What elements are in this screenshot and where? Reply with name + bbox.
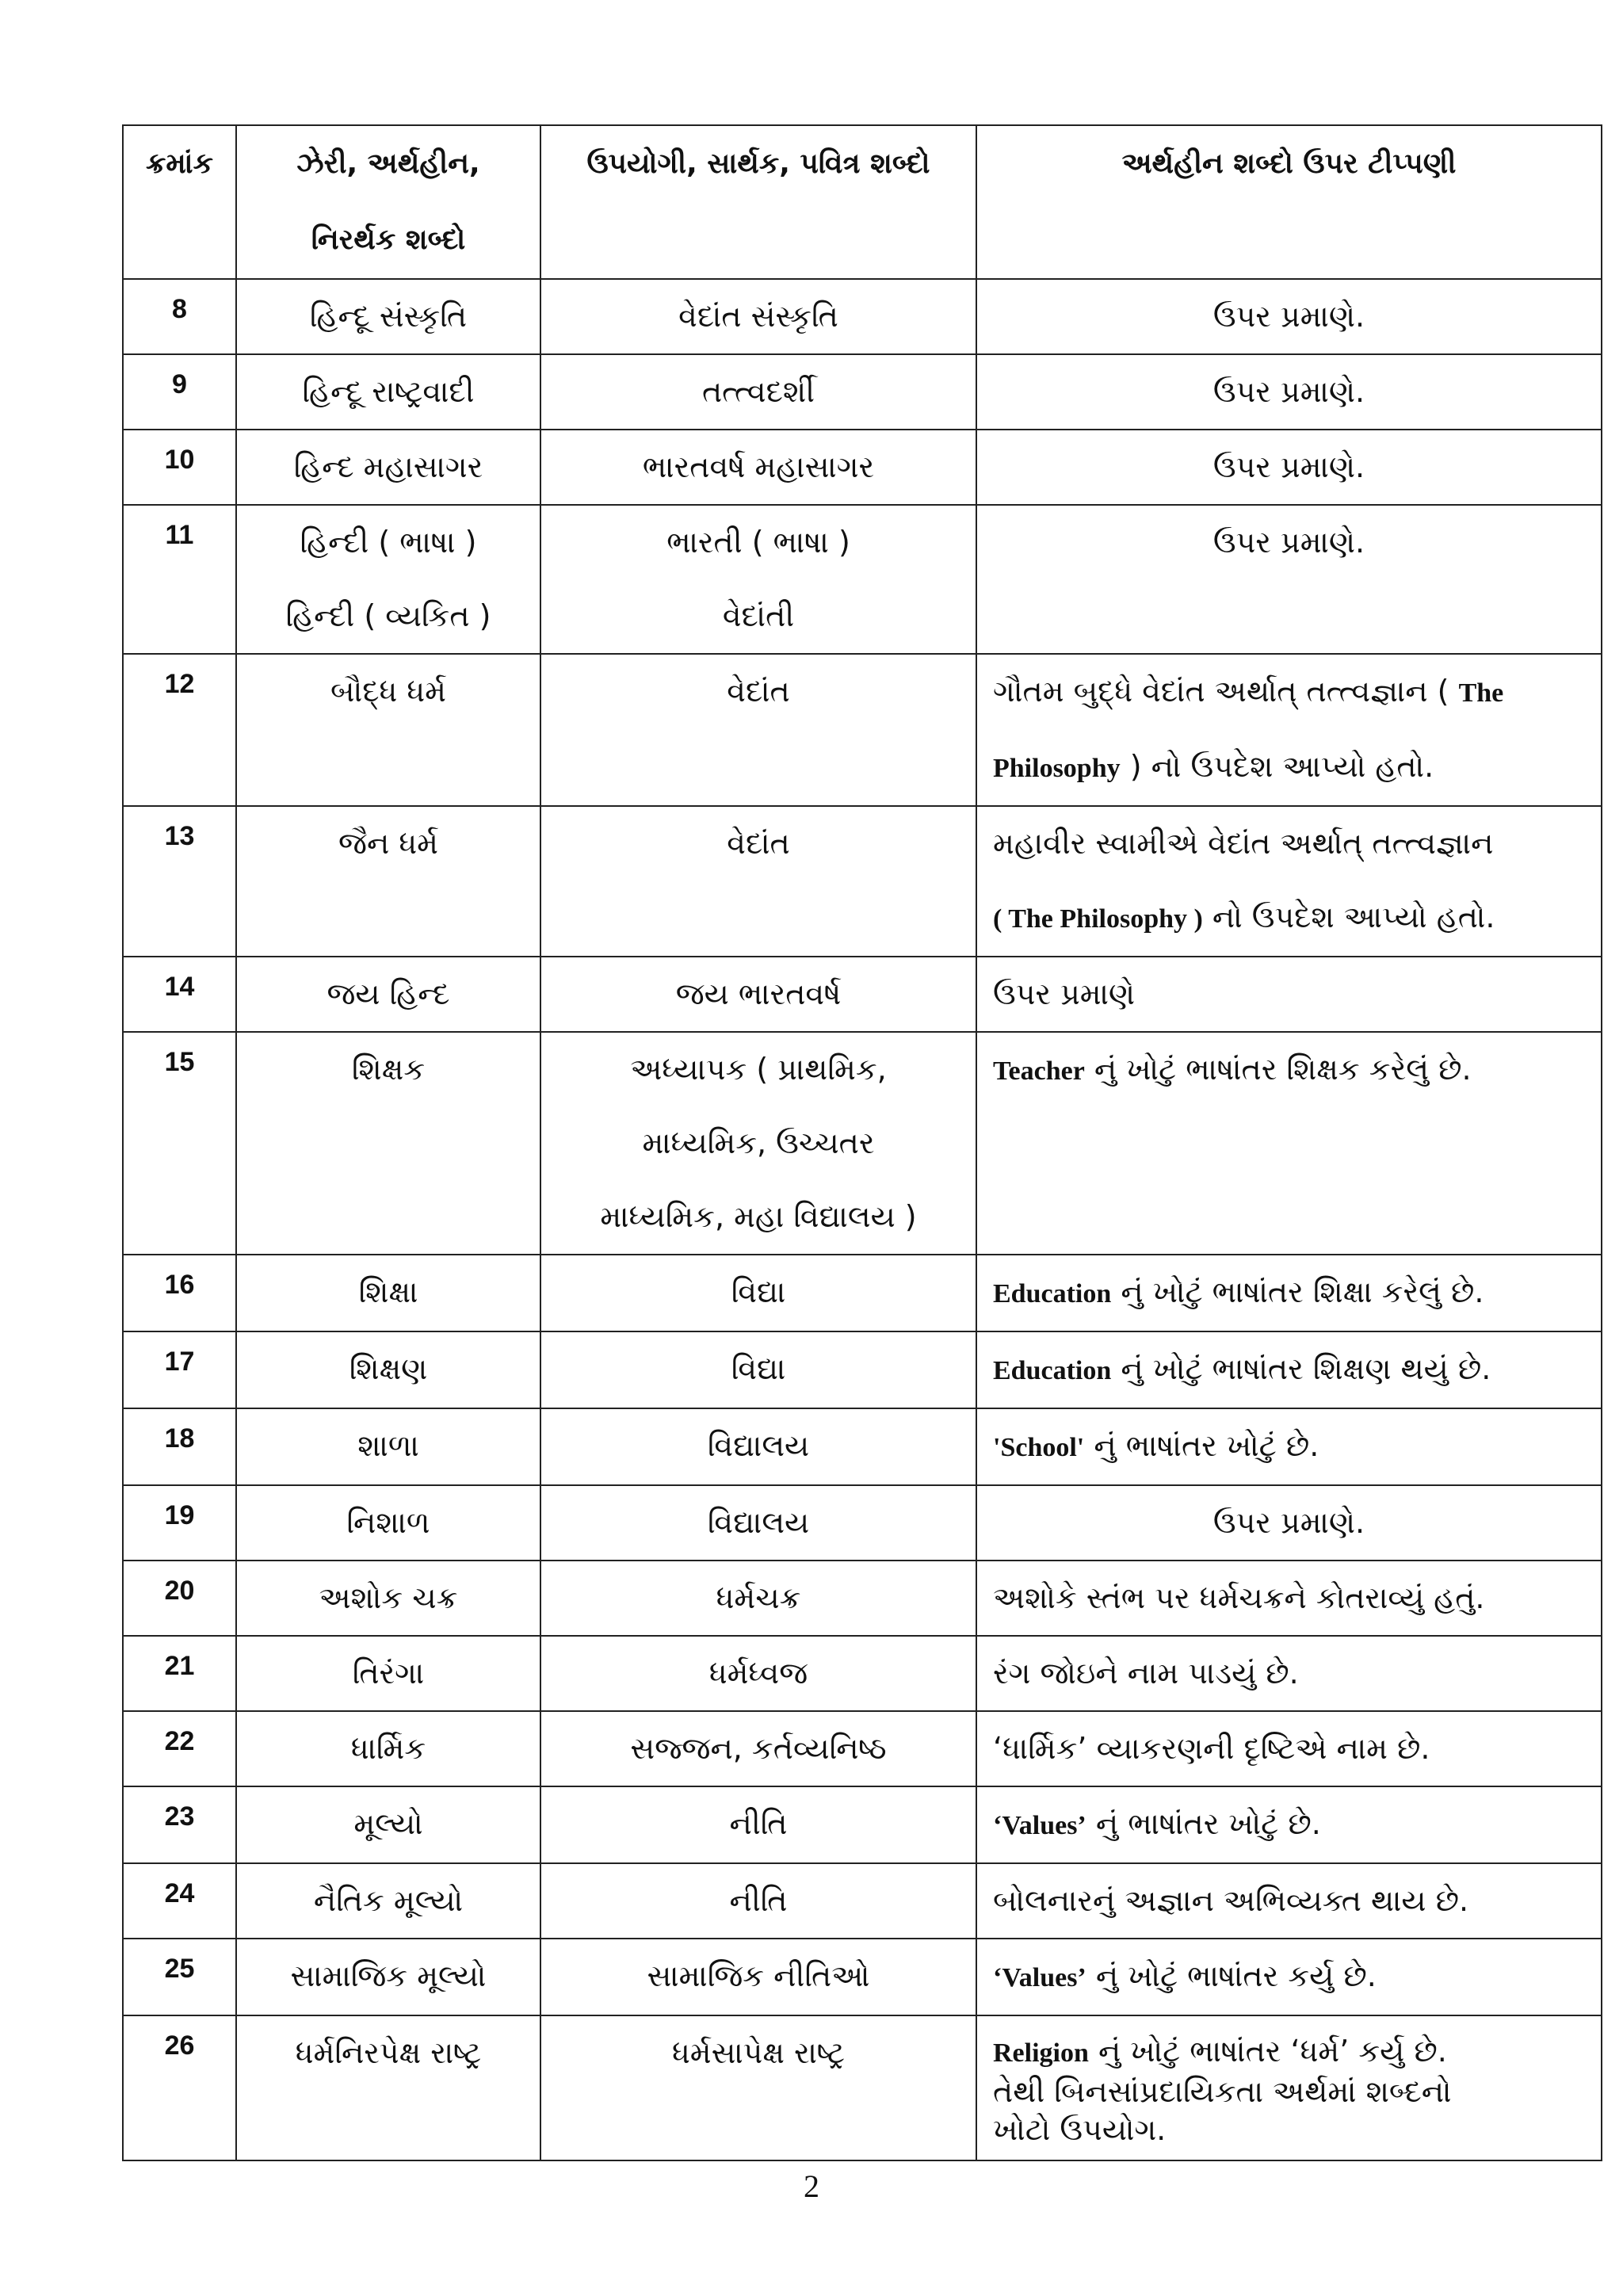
table-row bbox=[123, 354, 1602, 430]
useful-word: વિદ્યા bbox=[540, 1255, 976, 1331]
harmful-word: મૂલ્યો bbox=[236, 1786, 540, 1863]
table-row bbox=[123, 2015, 1602, 2160]
table-row bbox=[123, 1331, 1602, 1408]
table-row bbox=[123, 430, 1602, 505]
page-number: 2 bbox=[804, 2168, 819, 2204]
useful-word: ભારતવર્ષ મહાસાગર bbox=[540, 430, 976, 505]
harmful-word: નિશાળ bbox=[236, 1485, 540, 1561]
useful-word: વિદ્યાલય bbox=[540, 1485, 976, 1561]
useful-word: વેદાંત bbox=[540, 806, 976, 957]
header-useful-words: ઉપયોગી, સાર્થક, પવિત્ર શબ્દો bbox=[540, 125, 976, 279]
harmful-word: શિક્ષા bbox=[236, 1255, 540, 1331]
table-row bbox=[123, 1485, 1602, 1561]
comment: ઉપર પ્રમાણે. bbox=[976, 505, 1602, 654]
row-number: 25 bbox=[123, 1939, 236, 2015]
comment: ગૌતમ બુદ્ધે વેદાંત અર્થાત્ તત્ત્વજ્ઞાન ( The Philosophy ) નો ઉપદેશ આપ્યો હતો. bbox=[976, 654, 1602, 806]
table-row bbox=[123, 279, 1602, 354]
comment: Teacher નું ખોટું ભાષાંતર શિક્ષક કરેલું છે. bbox=[976, 1032, 1602, 1255]
table-row bbox=[123, 1408, 1602, 1485]
useful-word: વિદ્યાલય bbox=[540, 1408, 976, 1485]
harmful-word: હિન્દૂ સંસ્કૃતિ bbox=[236, 279, 540, 354]
harmful-word: હિન્દ મહાસાગર bbox=[236, 430, 540, 505]
useful-word: સામાજિક નીતિઓ bbox=[540, 1939, 976, 2015]
harmful-word: અશોક ચક્ર bbox=[236, 1561, 540, 1636]
useful-word: ધર્મસાપેક્ષ રાષ્ટ્ર bbox=[540, 2015, 976, 2160]
table-row bbox=[123, 505, 1602, 654]
row-number: 22 bbox=[123, 1711, 236, 1786]
row-number: 21 bbox=[123, 1636, 236, 1711]
document-page bbox=[122, 124, 1601, 2161]
row-number: 12 bbox=[123, 654, 236, 806]
row-number: 23 bbox=[123, 1786, 236, 1863]
useful-word: નીતિ bbox=[540, 1786, 976, 1863]
useful-word: નીતિ bbox=[540, 1863, 976, 1939]
harmful-word: જય હિન્દ bbox=[236, 957, 540, 1032]
useful-word: વેદાંત સંસ્કૃતિ bbox=[540, 279, 976, 354]
row-number: 10 bbox=[123, 430, 236, 505]
table-header-row bbox=[123, 125, 1602, 279]
table-row bbox=[123, 1636, 1602, 1711]
header-comment: અર્થહીન શબ્દો ઉપર ટીપ્પણી bbox=[976, 125, 1602, 279]
table-row bbox=[123, 1863, 1602, 1939]
comment: ‘Values’ નું ભાષાંતર ખોટું છે. bbox=[976, 1786, 1602, 1863]
comment: ઉપર પ્રમાણે. bbox=[976, 1485, 1602, 1561]
useful-word: વેદાંત bbox=[540, 654, 976, 806]
row-number: 16 bbox=[123, 1255, 236, 1331]
harmful-word: ધાર્મિક bbox=[236, 1711, 540, 1786]
table-row bbox=[123, 1255, 1602, 1331]
row-number: 15 bbox=[123, 1032, 236, 1255]
comment: અશોકે સ્તંભ પર ધર્મચક્રને કોતરાવ્યું હતું. bbox=[976, 1561, 1602, 1636]
table-row bbox=[123, 1561, 1602, 1636]
comment: મહાવીર સ્વામીએ વેદાંત અર્થાત્ તત્ત્વજ્ઞાન ( The Philosophy ) નો ઉપદેશ આપ્યો હતો. bbox=[976, 806, 1602, 957]
comment: Education નું ખોટું ભાષાંતર શિક્ષણ થયું છે. bbox=[976, 1331, 1602, 1408]
row-number: 8 bbox=[123, 279, 236, 354]
row-number: 14 bbox=[123, 957, 236, 1032]
comment: ‘Values’ નું ખોટું ભાષાંતર કર્યુ છે. bbox=[976, 1939, 1602, 2015]
row-number: 24 bbox=[123, 1863, 236, 1939]
comment: Religion નું ખોટું ભાષાંતર ‘ધર્મ’ કર્યુ છે. તેથી બિનસાંપ્રદાયિકતા અર્થમાં શબ્દનો ખોટો ઉપયોગ. bbox=[976, 2015, 1602, 2160]
useful-word: અધ્યાપક ( પ્રાથમિક, માધ્યમિક, ઉચ્ચતર માધ્યમિક, મહા વિદ્યાલય ) bbox=[540, 1032, 976, 1255]
useful-word: જય ભારતવર્ષ bbox=[540, 957, 976, 1032]
table-row bbox=[123, 654, 1602, 806]
comment: ઉપર પ્રમાણે. bbox=[976, 430, 1602, 505]
useful-word: સજ્જન, કર્તવ્યનિષ્ઠ bbox=[540, 1711, 976, 1786]
row-number: 13 bbox=[123, 806, 236, 957]
useful-word: તત્ત્વદર્શી bbox=[540, 354, 976, 430]
row-number: 26 bbox=[123, 2015, 236, 2160]
table-row bbox=[123, 1032, 1602, 1255]
useful-word: ભારતી ( ભાષા ) વેદાંતી bbox=[540, 505, 976, 654]
comment: 'School' નું ભાષાંતર ખોટું છે. bbox=[976, 1408, 1602, 1485]
harmful-word: ધર્મનિરપેક્ષ રાષ્ટ્ર bbox=[236, 2015, 540, 2160]
harmful-word: હિન્દી ( ભાષા ) હિન્દી ( વ્યકિત ) bbox=[236, 505, 540, 654]
harmful-word: જૈન ધર્મ bbox=[236, 806, 540, 957]
comment: ઉપર પ્રમાણે. bbox=[976, 279, 1602, 354]
harmful-word: હિન્દૂ રાષ્ટ્રવાદી bbox=[236, 354, 540, 430]
harmful-word: નૈતિક મૂલ્યો bbox=[236, 1863, 540, 1939]
table-row bbox=[123, 806, 1602, 957]
harmful-word: બૌદ્ધ ધર્મ bbox=[236, 654, 540, 806]
table-row bbox=[123, 1786, 1602, 1863]
useful-word: ધર્મચક્ર bbox=[540, 1561, 976, 1636]
comment: બોલનારનું અજ્ઞાન અભિવ્યક્ત થાય છે. bbox=[976, 1863, 1602, 1939]
row-number: 9 bbox=[123, 354, 236, 430]
comment: ઉપર પ્રમાણે. bbox=[976, 354, 1602, 430]
table-row bbox=[123, 1939, 1602, 2015]
comment: ઉપર પ્રમાણે bbox=[976, 957, 1602, 1032]
row-number: 19 bbox=[123, 1485, 236, 1561]
header-serial: ક્રમાંક bbox=[123, 125, 236, 279]
harmful-word: શાળા bbox=[236, 1408, 540, 1485]
row-number: 18 bbox=[123, 1408, 236, 1485]
harmful-word: સામાજિક મૂલ્યો bbox=[236, 1939, 540, 2015]
table-row bbox=[123, 957, 1602, 1032]
harmful-word: શિક્ષણ bbox=[236, 1331, 540, 1408]
comment: રંગ જોઇને નામ પાડયું છે. bbox=[976, 1636, 1602, 1711]
row-number: 11 bbox=[123, 505, 236, 654]
comment: ‘ધાર્મિક’ વ્યાકરણની દૃષ્ટિએ નામ છે. bbox=[976, 1711, 1602, 1786]
harmful-word: શિક્ષક bbox=[236, 1032, 540, 1255]
useful-word: ધર્મધ્વજ bbox=[540, 1636, 976, 1711]
row-number: 17 bbox=[123, 1331, 236, 1408]
table-row bbox=[123, 1711, 1602, 1786]
row-number: 20 bbox=[123, 1561, 236, 1636]
useful-word: વિદ્યા bbox=[540, 1331, 976, 1408]
harmful-word: તિરંગા bbox=[236, 1636, 540, 1711]
words-table bbox=[122, 124, 1602, 2161]
header-harmful-words: ઝેરી, અર્થહીન, નિરર્થક શબ્દો bbox=[236, 125, 540, 279]
comment: Education નું ખોટું ભાષાંતર શિક્ષા કરેલું છે. bbox=[976, 1255, 1602, 1331]
